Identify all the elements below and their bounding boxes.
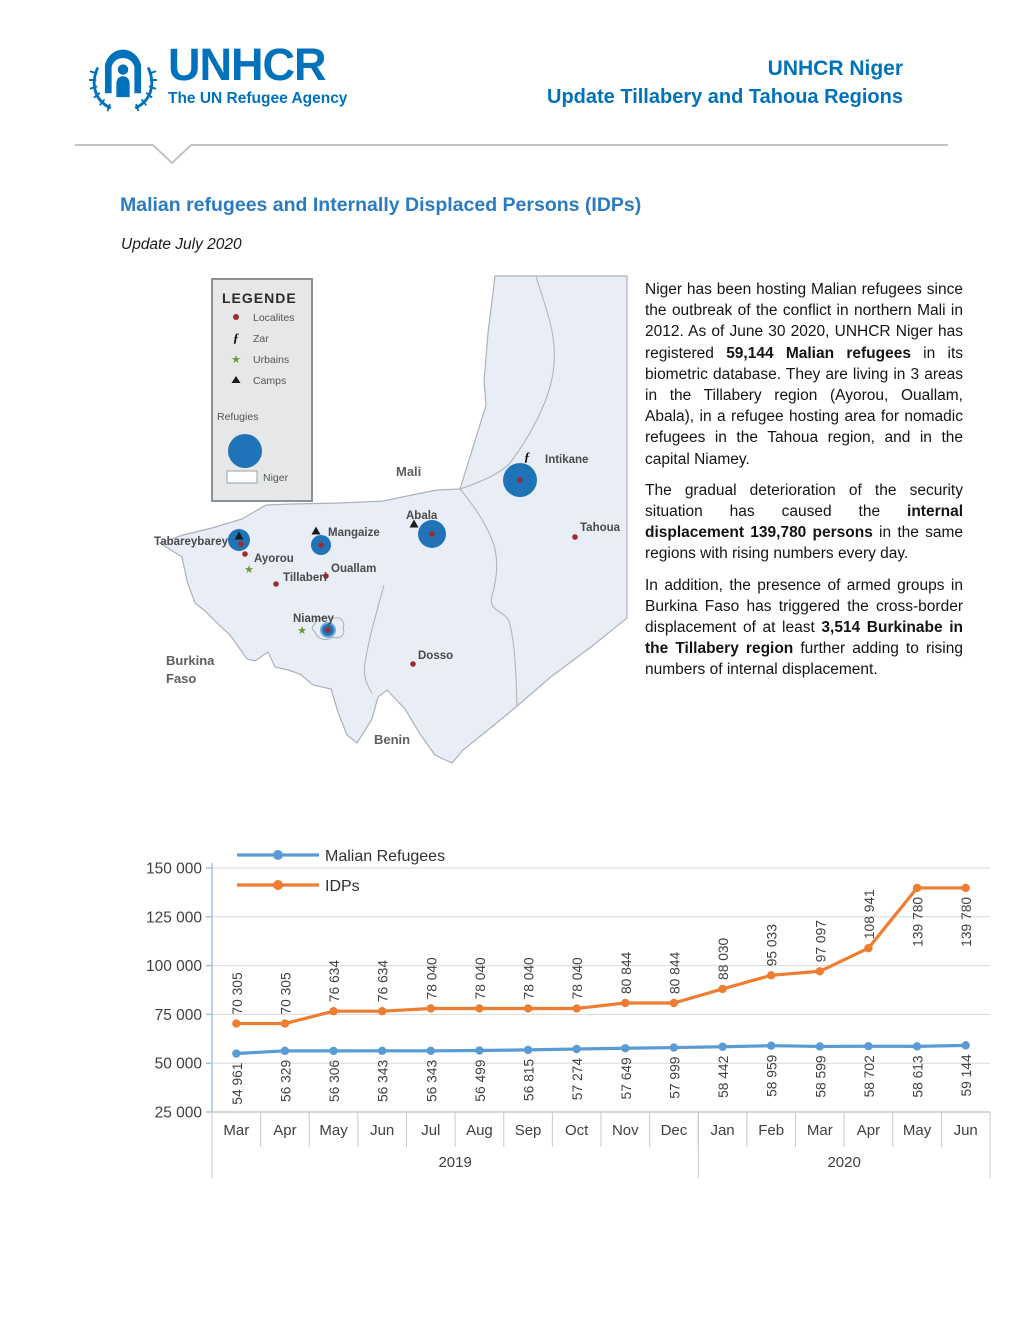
chart-point (621, 999, 629, 1007)
data-label: 95 033 (764, 924, 780, 967)
chart-point (378, 1047, 386, 1055)
place-label: Ouallam (331, 563, 377, 575)
data-label: 139 780 (910, 896, 926, 947)
data-label: 58 613 (910, 1055, 926, 1098)
x-axis-year-label: 2019 (438, 1154, 472, 1171)
country-label: Faso (166, 671, 197, 686)
zar-icon: ƒ (232, 330, 240, 345)
chart-point (281, 1019, 289, 1027)
locality-dot-icon (572, 534, 578, 540)
y-axis-label: 75 000 (154, 1006, 202, 1024)
chart-point (767, 971, 775, 979)
text-run: In addition, the presence of armed groups in Burkina Faso has triggered the cross-border displacement of at least (645, 576, 963, 637)
header-separator (75, 136, 948, 170)
chart-point (621, 1044, 629, 1052)
urban-star-icon: ★ (297, 625, 307, 637)
data-label: 56 499 (472, 1059, 488, 1102)
country-label: Mali (396, 464, 422, 479)
chart-point (329, 1047, 337, 1055)
series-line (236, 888, 965, 1024)
header-title-line2: Update Tillabery and Tahoua Regions (547, 86, 903, 108)
chart-point (864, 1042, 872, 1050)
chart-point (378, 1007, 386, 1015)
x-axis-month-label: Jul (421, 1122, 441, 1139)
x-axis-month-label: Jan (710, 1122, 735, 1139)
x-axis-month-label: May (902, 1122, 932, 1139)
data-label: 57 999 (667, 1056, 683, 1099)
data-label: 70 305 (278, 972, 294, 1015)
urban-star-icon: ★ (231, 354, 241, 366)
page-subtitle: Update July 2020 (121, 236, 242, 253)
chart-point (475, 1004, 483, 1012)
text-run: The gradual deterioration of the security situation has caused the (645, 481, 963, 521)
data-label: 56 815 (521, 1058, 537, 1102)
chart-point (475, 1046, 483, 1054)
data-label: 58 959 (764, 1054, 780, 1097)
place-label: Tillaberi (283, 572, 327, 584)
data-label: 57 649 (618, 1057, 634, 1100)
map-legend-country-swatch (227, 471, 257, 483)
data-label: 80 844 (618, 951, 634, 994)
place-label: Tahoua (580, 522, 621, 534)
y-axis-label: 150 000 (145, 860, 202, 878)
place-label: Tabareybarey (154, 536, 228, 548)
legend-series-label: Malian Refugees (325, 848, 446, 865)
chart-point (913, 1042, 921, 1050)
map-legend-refugees-label: Refugies (217, 411, 259, 423)
legend-marker-dot (273, 850, 283, 860)
locality-dot-icon (517, 477, 523, 483)
x-axis-month-label: Oct (565, 1122, 589, 1139)
data-label: 88 030 (716, 937, 732, 980)
chart-point (670, 1043, 678, 1051)
legend-marker-dot (273, 880, 283, 890)
chart-point (524, 1004, 532, 1012)
place-label: Mangaize (328, 527, 380, 539)
data-label: 70 305 (229, 972, 245, 1015)
paragraph (645, 279, 963, 470)
logo-text (168, 39, 348, 108)
place-label: Abala (406, 510, 438, 522)
x-axis-month-label: Feb (758, 1122, 785, 1139)
chart-point (767, 1042, 775, 1050)
chart-point (232, 1049, 240, 1057)
chart-point (718, 1043, 726, 1051)
locality-dot-icon (410, 661, 416, 667)
country-label: Burkina (166, 653, 215, 668)
x-axis-month-label: Nov (611, 1122, 639, 1139)
text-run: in its biometric database. They are living in 3 areas in the Tillabery region (Ayorou, Ouallam, Abala), in a refugee hosting area for nomadic refugees in the Tahoua region, and in the capital Niamey. (645, 344, 963, 468)
chart-point (329, 1007, 337, 1015)
place-label: Intikane (545, 454, 589, 466)
chart-point (913, 884, 921, 892)
x-axis-month-label: Mar (806, 1122, 833, 1139)
x-axis-month-label: Sep (514, 1122, 542, 1139)
chart-point (281, 1047, 289, 1055)
header-title-line1: UNHCR Niger (767, 57, 903, 80)
article-text (645, 279, 963, 691)
country-label: Benin (374, 732, 411, 747)
data-label: 97 097 (813, 920, 829, 963)
map-legend-item-label: Zar (253, 333, 269, 345)
chart-point (670, 999, 678, 1007)
data-label: 76 634 (327, 960, 343, 1003)
data-label: 76 634 (375, 960, 391, 1003)
logo-org-name: UNHCR (168, 39, 326, 90)
map-legend-item-label: Camps (253, 375, 287, 387)
data-label: 78 040 (570, 957, 586, 1000)
place-label: Ayorou (254, 553, 294, 565)
unhcr-emblem-icon (85, 42, 161, 118)
locality-dot-icon (233, 314, 239, 320)
map-legend (212, 279, 312, 501)
data-label: 57 274 (570, 1058, 586, 1101)
x-axis-month-label: Jun (370, 1122, 395, 1139)
niger-map (150, 273, 630, 797)
urban-star-icon: ★ (244, 564, 254, 576)
chart-point (816, 1042, 824, 1050)
chart-point (427, 1047, 435, 1055)
y-axis-label: 50 000 (154, 1055, 202, 1073)
refugee-circle (228, 434, 262, 468)
locality-dot-icon (429, 531, 435, 537)
data-label: 80 844 (667, 951, 683, 994)
page-title: Malian refugees and Internally Displaced Persons (IDPs) (120, 194, 642, 216)
data-label: 58 702 (861, 1055, 877, 1098)
data-label: 78 040 (424, 957, 440, 1000)
text-run: further adding to rising numbers of internal displacement. (645, 640, 963, 679)
data-label: 56 306 (327, 1059, 343, 1103)
data-label: 108 941 (861, 889, 877, 940)
x-axis-month-label: Dec (660, 1122, 688, 1139)
x-axis-year-label: 2020 (827, 1154, 861, 1171)
series-line (236, 1045, 965, 1053)
x-axis-month-label: Jun (953, 1122, 978, 1139)
text-run: in the same regions with rising numbers every day. (645, 524, 963, 563)
data-label: 56 343 (424, 1059, 440, 1103)
y-axis-label: 100 000 (145, 958, 202, 976)
x-axis-month-label: Aug (466, 1122, 493, 1139)
y-axis-label: 125 000 (145, 909, 202, 927)
data-label: 58 599 (813, 1055, 829, 1098)
chart-point (961, 884, 969, 892)
locality-dot-icon (325, 627, 331, 633)
header-titles (547, 55, 903, 111)
locality-dot-icon (273, 581, 279, 587)
x-axis-month-label: Apr (273, 1122, 297, 1139)
data-label: 59 144 (959, 1054, 975, 1097)
chart-point (718, 985, 726, 993)
data-label: 56 329 (278, 1059, 294, 1103)
x-axis-month-label: Mar (223, 1122, 250, 1139)
chart-point (524, 1046, 532, 1054)
legend-series-label: IDPs (325, 878, 360, 895)
chart-point (572, 1045, 580, 1053)
data-label: 139 780 (959, 896, 975, 947)
bold-text: internal displacement 139,780 persons (645, 503, 963, 542)
displacement-chart (120, 835, 1000, 1210)
chart-point (961, 1041, 969, 1049)
chart-point (427, 1004, 435, 1012)
x-axis-month-label: May (319, 1122, 348, 1139)
chart-point (232, 1019, 240, 1027)
map-legend-item-label: Urbains (253, 354, 290, 366)
locality-dot-icon (238, 541, 244, 547)
y-axis-label: 25 000 (154, 1104, 202, 1122)
chart-point (816, 967, 824, 975)
logo-tagline: The UN Refugee Agency (168, 90, 348, 107)
map-legend-title: LEGENDE (222, 290, 297, 306)
map-legend-item-label: Localites (253, 312, 295, 324)
paragraph (645, 575, 963, 681)
zar-icon: ƒ (523, 449, 531, 464)
chart-point (572, 1004, 580, 1012)
locality-dot-icon (318, 542, 324, 548)
bold-text: 59,144 Malian refugees (726, 344, 911, 362)
x-axis-month-label: Apr (856, 1122, 881, 1139)
bold-text: 3,514 Burkinabe in the Tillabery region (645, 619, 963, 658)
place-label: Dosso (418, 650, 454, 662)
unhcr-logo (85, 39, 348, 118)
data-label: 58 442 (716, 1055, 732, 1098)
data-label: 54 961 (229, 1062, 245, 1105)
data-label: 78 040 (521, 957, 537, 1000)
data-label: 78 040 (472, 957, 488, 1000)
paragraph (645, 480, 963, 565)
place-label: Niamey (293, 613, 334, 625)
data-label: 56 343 (375, 1059, 391, 1103)
locality-dot-icon (242, 551, 248, 557)
map-legend-country-label: Niger (263, 472, 289, 484)
chart-point (864, 944, 872, 952)
text-run: Niger has been hosting Malian refugees since the outbreak of the conflict in northern Mali in 2012. As of June 30 2020, UNHCR Niger has registered (645, 281, 963, 362)
